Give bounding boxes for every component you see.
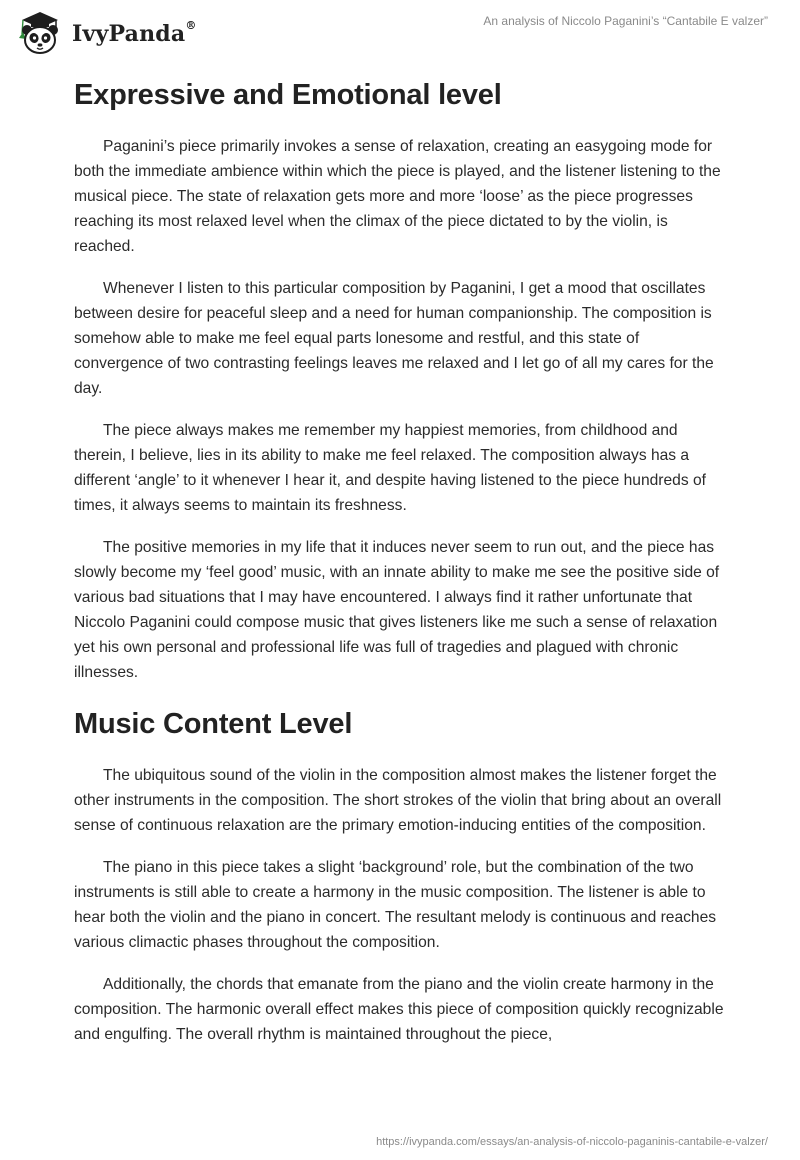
section-heading: Music Content Level: [74, 708, 353, 740]
source-url[interactable]: https://ivypanda.com/essays/an-analysis-of-niccolo-paganinis-cantabile-e-valzer/: [376, 1136, 768, 1148]
paragraph: The positive memories in my life that it induces never seem to run out, and the piece has slowly become my ‘feel good’ music, with an innate ability to make me see the positive side of various bad situations that I may have encountered. I always find it rather unfortunate that Niccolo Paganini could compose music that gives listeners like me such a sense of relaxation yet his own personal and professional life was full of tragedies and plagued with chronic illnesses.: [74, 539, 720, 681]
paragraph: Paganini’s piece primarily invokes a sense of relaxation, creating an easygoing mode for both the immediate ambience within which the piece is played, and the listener listening to the musical piece. The state of relaxation gets more and more ‘loose’ as the piece progresses reaching its most relaxed level when the climax of the piece dictated to by the violin, is reached.: [74, 138, 721, 255]
section-heading: Expressive and Emotional level: [74, 79, 502, 111]
paragraph: The piano in this piece takes a slight ‘background’ role, but the combination of the two instruments is still able to create a harmony in the music composition. The listener is able to hear both the violin and the piano in concert. The resultant melody is continuous and reaches various climactic phases throughout the composition.: [74, 859, 717, 951]
registered-mark: ®: [185, 19, 197, 32]
page-header: [0, 0, 800, 70]
brand-name: IvyPanda®: [72, 19, 197, 47]
paragraph: The piece always makes me remember my happiest memories, from childhood and therein, I believe, lies in its ability to make me feel relaxed. The composition always has a different ‘angle’ to it whenever I hear it, and despite having listened to the piece hundreds of times, it always seems to maintain its freshness.: [74, 422, 706, 514]
brand-logo[interactable]: [14, 8, 197, 60]
paragraph: Whenever I listen to this particular composition by Paganini, I get a mood that oscillates between desire for peaceful sleep and a need for human companionship. The composition is somehow able to make me feel equal parts lonesome and restful, and this state of convergence of two contrasting feelings leaves me relaxed and I let go of all my cares for the day.: [74, 280, 714, 397]
article-body: [74, 72, 726, 1064]
panda-logo-icon: [14, 8, 66, 60]
paragraph: The ubiquitous sound of the violin in the composition almost makes the listener forget the other instruments in the composition. The short strokes of the violin that bring about an overall sense of continuous relaxation are the primary emotion-inducing entities of the composition.: [74, 767, 722, 834]
document-title: An analysis of Niccolo Paganini’s “Cantabile E valzer”: [483, 14, 768, 28]
paragraph: Additionally, the chords that emanate from the piano and the violin create harmony in the composition. The harmonic overall effect makes this piece of composition quickly recognizable and engulfing. The overall rhythm is maintained throughout the piece,: [74, 976, 724, 1043]
